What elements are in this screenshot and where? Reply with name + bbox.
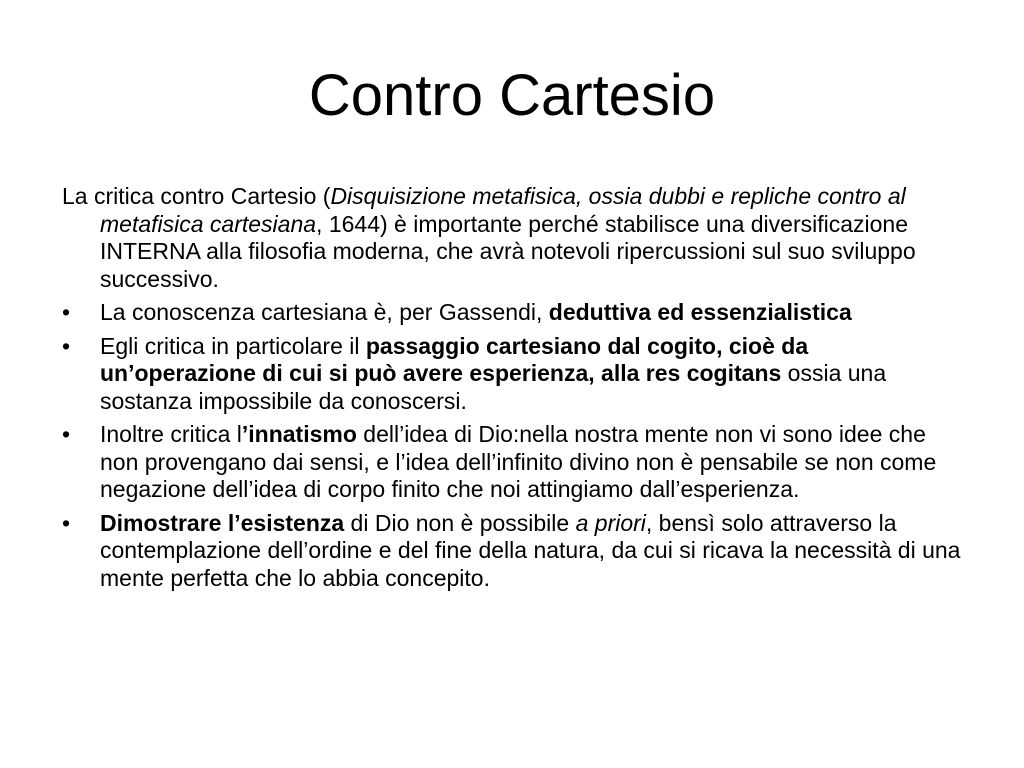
bullet-item-2 [62, 333, 962, 416]
bullet-4-text-2: , bensì solo attraverso la contemplazione dell’ordine e del fine della natura, da cui si ricava la necessità di una mente perfetta che lo abbia concepito. [100, 509, 961, 591]
bullet-2-bold: passaggio cartesiano dal cogito, cioè da un’operazione di cui si può avere esperienza, alla res cogitans [100, 332, 809, 386]
bullet-3-text-1: Inoltre critica l [100, 421, 242, 447]
bullet-marker: • [62, 421, 71, 447]
bullet-item-4 [62, 510, 962, 593]
bullet-marker: • [62, 299, 71, 325]
bullet-1-bold: deduttiva ed essenzialistica [548, 299, 852, 325]
bullet-2-text-1: Egli critica in particolare il [100, 332, 366, 359]
slide-body [62, 183, 962, 598]
bullet-4-bold: Dimostrare l’esistenza [100, 509, 345, 536]
bullet-marker: • [62, 509, 71, 536]
intro-text-1: La critica contro Cartesio ( [62, 183, 331, 209]
bullet-2-text-2: ossia una sostanza impossibile da conoscersi. [100, 360, 887, 414]
bullet-item-1 [62, 299, 962, 327]
slide-title: Contro Cartesio [308, 63, 716, 128]
bullet-marker: • [62, 332, 71, 359]
bullet-1-text: La conoscenza cartesiana è, per Gassendi, [100, 299, 549, 325]
bullet-4-italic: a priori [575, 509, 646, 536]
bullet-4-text-1: di Dio non è possibile [344, 509, 576, 536]
bullet-item-3 [62, 421, 962, 504]
intro-text-2: , 1644) è importante perché stabilisce una diversificazione INTERNA alla filosofia moderna, che avrà notevoli ripercussioni sul suo sviluppo successivo. [100, 210, 916, 292]
bullet-3-bold: ’innatismo [241, 421, 357, 447]
intro-paragraph [62, 183, 962, 293]
bullet-3-text-2: dell’idea di Dio:nella nostra mente non vi sono idee che non provengano dai sensi, e l’idea dell’infinito divino non è pensabile se non come negazione dell’idea di corpo finito che noi attingiamo dall’esperienza. [100, 421, 937, 502]
intro-work-title: Disquisizione metafisica, ossia dubbi e repliche contro al metafisica cartesiana [100, 183, 906, 237]
